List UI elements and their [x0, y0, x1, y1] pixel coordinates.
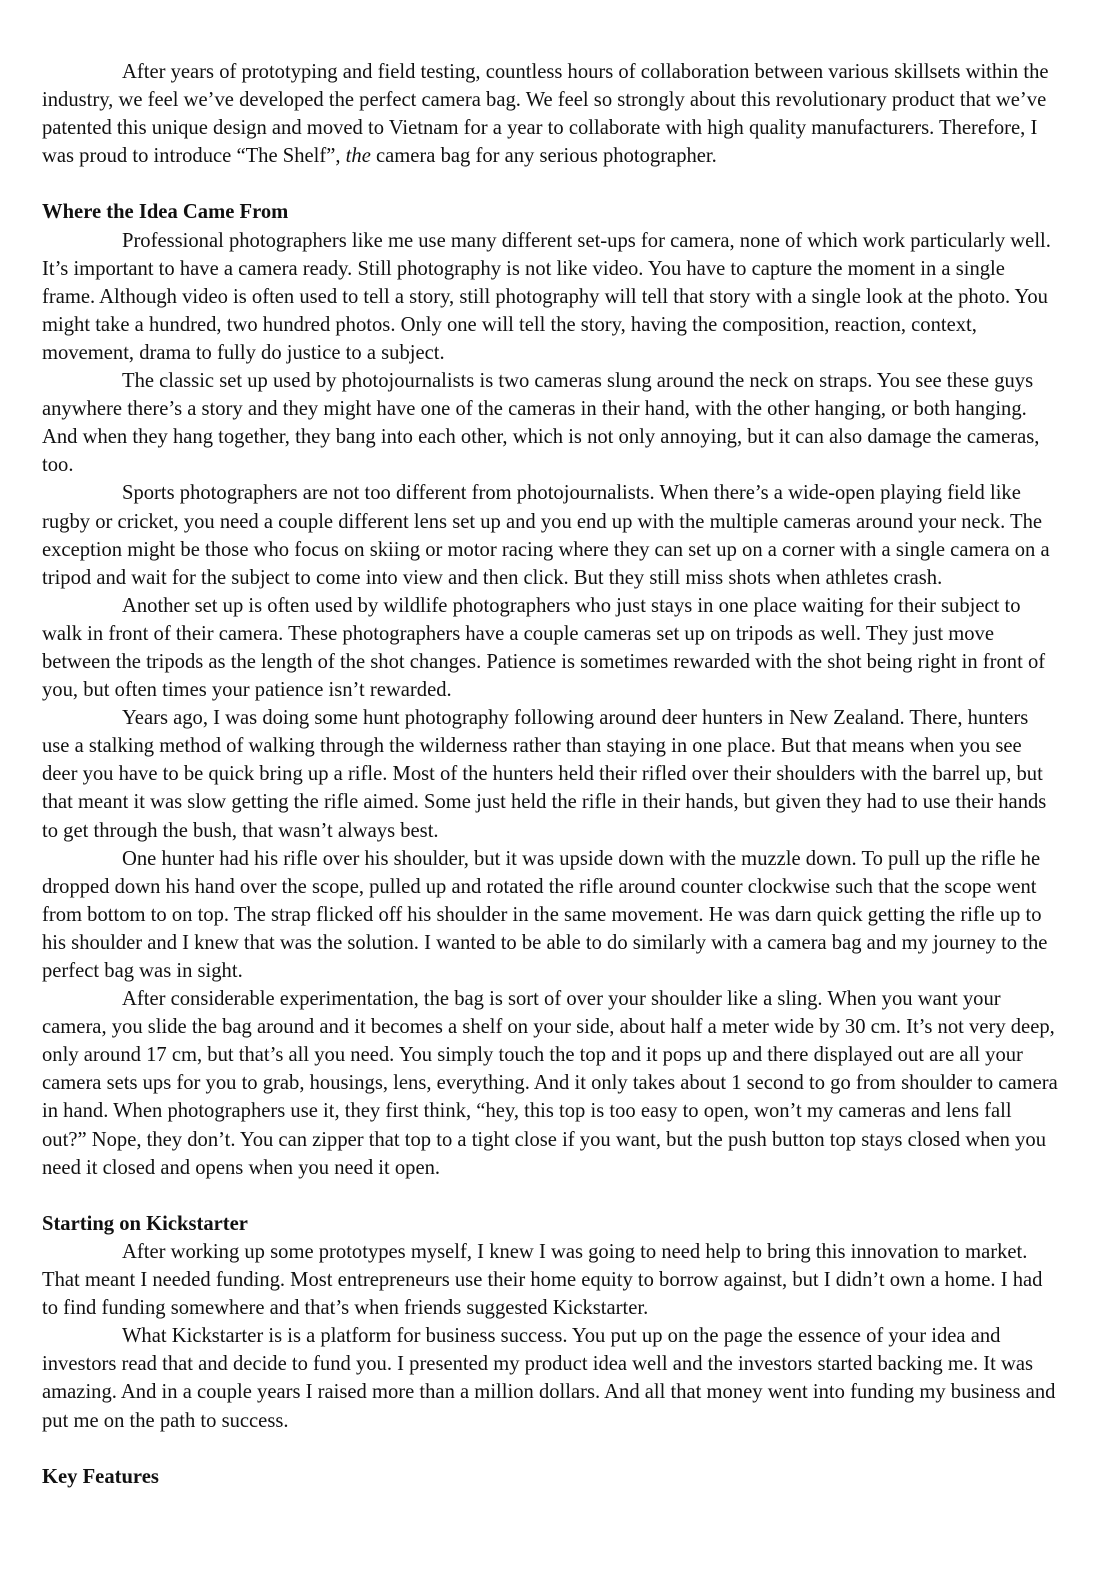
section-spacer [42, 1435, 1060, 1463]
intro-text-end: camera bag for any serious photographer. [370, 145, 717, 168]
body-paragraph: Another set up is often used by wildlife photographers who just stays in one place waiting for their subject to walk in front of their camera. These photographers have a couple cameras set up on tripods as well. They just move between the tripods as the length of the shot changes. Patience is sometimes rewarded with the shot being right in front of you, but often times your patience isn’t rewarded. [42, 594, 1046, 702]
body-paragraph: Sports photographers are not too different from photojournalists. When there’s a wide-open playing field like rugby or cricket, you need a couple different lens set up and you end up with the multiple cameras around your neck. The exception might be those who focus on skiing or motor racing where they can set up on a corner with a single camera on a tripod and wait for the subject to come into view and then click. But they still miss shots when athletes crash. [42, 482, 1050, 589]
intro-paragraph [42, 58, 1060, 170]
body-paragraph: What Kickstarter is is a platform for business success. You put up on the page the essence of your idea and investors read that and decide to fund you. I presented my product idea well and the investors started backing me. It was amazing. And in a couple years I raised more than a million dollars. And all that money went into funding my business and put me on the path to success. [42, 1325, 1056, 1432]
section-heading: Where the Idea Came From [42, 201, 289, 224]
body-paragraph: After working up some prototypes myself, I knew I was going to need help to bring this innovation to market. That meant I needed funding. Most entrepreneurs use their home equity to borrow against, but I didn’t own a home. I had to find funding somewhere and that’s when friends suggested Kickstarter. [42, 1240, 1043, 1320]
body-paragraph: Professional photographers like me use many different set-ups for camera, none of which work particularly well. It’s important to have a camera ready. Still photography is not like video. You have to capture the moment in a single frame. Although video is often used to tell a story, still photography will tell that story with a single look at the photo. You might take a hundred, two hundred photos. Only one will tell the story, having the composition, reaction, context, movement, drama to fully do justice to a subject. [42, 229, 1051, 364]
body-paragraph: One hunter had his rifle over his shoulder, but it was upside down with the muzzle down. To pull up the rifle he dropped down his hand over the scope, pulled up and rotated the rifle around counter clockwise such that the scope went from bottom to on top. The strap flicked off his shoulder in the same movement. He was darn quick getting the rifle up to his shoulder and I knew that was the solution. I wanted to be able to do similarly with a camera bag and my journey to the perfect bag was in sight. [42, 847, 1048, 982]
section-key-features [42, 1463, 1060, 1491]
section-heading: Starting on Kickstarter [42, 1212, 248, 1235]
section-heading: Key Features [42, 1465, 159, 1488]
intro-emphasis: the [345, 145, 371, 168]
section-idea-origin [42, 198, 1060, 1181]
intro-text-start: After years of prototyping and field testing, countless hours of collaboration between various skillsets within the industry, we feel we’ve developed the perfect camera bag. We feel so strongly about this revolutionary product that we’ve patented this unique design and moved to Vietnam for a year to collaborate with high quality manufacturers. Therefore, I was proud to introduce “The Shelf”, [42, 61, 1049, 168]
body-paragraph: After considerable experimentation, the bag is sort of over your shoulder like a sling. When you want your camera, you slide the bag around and it becomes a shelf on your side, about half a meter wide by 30 cm. It’s not very deep, only around 17 cm, but that’s all you need. You simply touch the top and it pops up and there displayed out are all your camera sets ups for you to grab, housings, lens, everything. And it only takes about 1 second to go from shoulder to camera in hand. When photographers use it, they first think, “hey, this top is too easy to open, won’t my cameras and lens fall out?” Nope, they don’t. You can zipper that top to a tight close if you want, but the push button top stays closed when you need it closed and opens when you need it open. [42, 988, 1058, 1179]
section-spacer [42, 1182, 1060, 1210]
body-paragraph: The classic set up used by photojournalists is two cameras slung around the neck on straps. You see these guys anywhere there’s a story and they might have one of the cameras in their hand, with the other hanging, or both hanging. And when they hang together, they bang into each other, which is not only annoying, but it can also damage the cameras, too. [42, 370, 1040, 477]
section-spacer [42, 170, 1060, 198]
body-paragraph: Years ago, I was doing some hunt photography following around deer hunters in New Zealand. There, hunters use a stalking method of walking through the wilderness rather than staying in one place. But that means when you see deer you have to be quick bring up a rifle. Most of the hunters held their rifled over their shoulders with the barrel up, but that meant it was slow getting the rifle aimed. Some just held the rifle in their hands, but given they had to use their hands to get through the bush, that wasn’t always best. [42, 707, 1047, 842]
section-kickstarter [42, 1210, 1060, 1435]
